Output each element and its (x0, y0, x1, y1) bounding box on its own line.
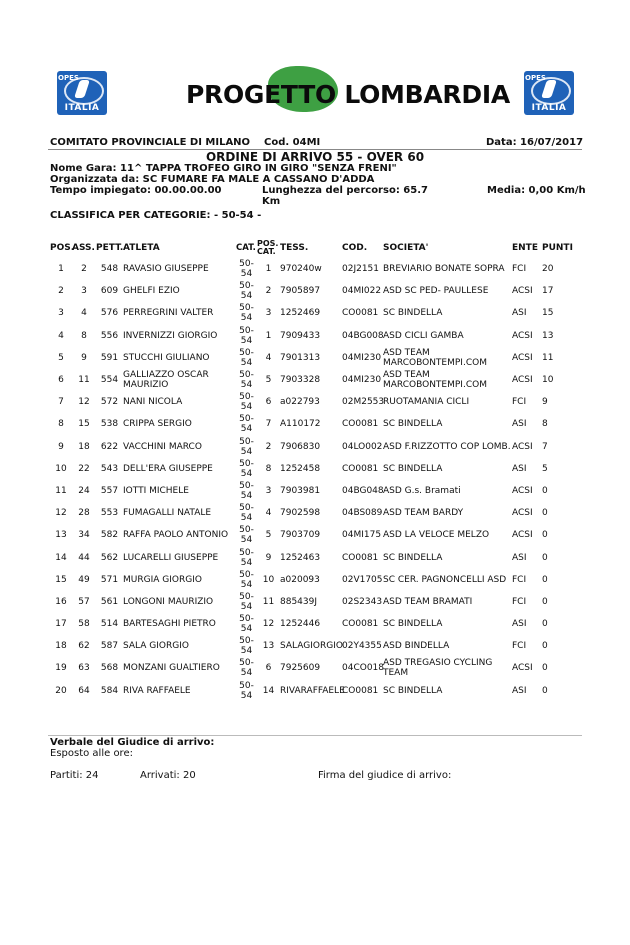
row-pos: 13 (55, 530, 67, 541)
row-athlete: DELL'ERA GIUSEPPE (123, 463, 213, 474)
row-pett: 622 (100, 441, 119, 452)
row-category: 50- 54 (239, 658, 254, 679)
col-pett: PETT. (96, 243, 124, 253)
row-club: SC BINDELLA (383, 419, 443, 430)
row-poscat: 13 (262, 641, 275, 652)
table-row (50, 635, 585, 657)
row-club-code: CO0081 (342, 308, 379, 319)
row-pett: 591 (100, 352, 119, 363)
row-pos: 8 (58, 419, 64, 430)
row-ass: 22 (78, 463, 90, 474)
row-body: FCI (512, 596, 527, 607)
row-category: 50- 54 (239, 347, 254, 368)
row-category: 50- 54 (239, 525, 254, 546)
row-points: 13 (542, 330, 554, 341)
row-club: BREVIARIO BONATE SOPRA (383, 264, 505, 275)
row-category: 50- 54 (239, 414, 254, 435)
results-table (50, 238, 585, 702)
row-poscat: 14 (262, 685, 275, 696)
row-pett: 538 (100, 419, 119, 430)
table-row (50, 657, 585, 679)
row-club-code: 04BS089 (342, 508, 383, 519)
row-club: ASD G.s. Bramati (383, 485, 461, 496)
row-pos: 5 (58, 352, 64, 363)
row-athlete: MURGIA GIORGIO (123, 574, 202, 585)
logo-vertical-text: OPES (58, 74, 79, 82)
row-club-code: 02J2151 (342, 264, 380, 275)
table-row (50, 258, 585, 280)
table-row (50, 302, 585, 324)
row-poscat: 7 (265, 419, 272, 430)
col-atleta: ATLETA (123, 243, 160, 253)
row-club-code: CO0081 (342, 552, 379, 563)
row-poscat: 12 (262, 619, 275, 630)
row-club-code: 02V1705 (342, 574, 383, 585)
row-club: SC CER. PAGNONCELLI ASD (383, 574, 507, 585)
row-poscat: 8 (265, 463, 272, 474)
row-points: 0 (542, 619, 548, 630)
table-row (50, 480, 585, 502)
row-body: ASI (512, 463, 527, 474)
row-ass: 63 (78, 663, 90, 674)
row-ass: 12 (78, 397, 90, 408)
finished-count: Arrivati: 20 (140, 770, 196, 781)
row-body: ASI (512, 619, 527, 630)
row-pos: 18 (55, 641, 67, 652)
row-body: FCI (512, 264, 527, 275)
col-cod: COD. (342, 243, 368, 253)
row-body: ASI (512, 685, 527, 696)
row-club: ASD TEAM MARCOBONTEMPI.COM (383, 347, 487, 368)
row-ass: 18 (78, 441, 90, 452)
row-poscat: 6 (265, 397, 272, 408)
row-pos: 16 (55, 596, 67, 607)
row-body: ASI (512, 419, 527, 430)
row-pett: 582 (100, 530, 119, 541)
row-club: ASD SC PED- PAULLESE (383, 286, 489, 297)
row-poscat: 4 (265, 352, 272, 363)
row-pos: 17 (55, 619, 67, 630)
row-ass: 15 (78, 419, 90, 430)
table-row (50, 413, 585, 435)
row-athlete: NANI NICOLA (123, 397, 183, 408)
row-athlete: MONZANI GUALTIERO (123, 663, 220, 674)
row-club-code: 02M2553 (342, 397, 385, 408)
row-license: a020093 (280, 574, 320, 585)
row-poscat: 11 (262, 596, 275, 607)
brand-banner (180, 62, 510, 117)
report-title: ORDINE DI ARRIVO 55 - OVER 60 (205, 150, 425, 164)
opes-italia-logo-left (57, 71, 107, 115)
row-ass: 2 (81, 264, 87, 275)
row-club: ASD TEAM MARCOBONTEMPI.COM (383, 370, 487, 391)
row-category: 50- 54 (239, 325, 254, 346)
row-license: 7903981 (280, 485, 321, 496)
row-pett: 568 (100, 663, 119, 674)
row-ass: 28 (78, 508, 90, 519)
row-category: 50- 54 (239, 303, 254, 324)
row-pett: 514 (100, 619, 119, 630)
row-club-code: CO0081 (342, 463, 379, 474)
row-club: ASD LA VELOCE MELZO (383, 530, 490, 541)
table-row (50, 591, 585, 613)
row-pett: 553 (100, 508, 119, 519)
row-points: 11 (542, 352, 554, 363)
row-category: 50- 54 (239, 259, 254, 280)
logo-text: ITALIA (64, 103, 100, 113)
row-club: ASD F.RIZZOTTO COP LOMB. (383, 441, 511, 452)
row-pett: 572 (100, 397, 119, 408)
row-athlete: GALLIAZZO OSCAR MAURIZIO (123, 370, 209, 391)
row-ass: 8 (81, 330, 87, 341)
row-pos: 2 (58, 286, 64, 297)
race-organizer: Organizzata da: SC FUMARE FA MALE A CASSANO D'ADDA (50, 174, 375, 185)
row-pos: 6 (58, 375, 64, 386)
brand-title: PROGETTO LOMBARDIA (186, 80, 510, 109)
row-body: ACSI (512, 286, 533, 297)
course-length-unit: Km (262, 196, 281, 207)
row-athlete: RAVASIO GIUSEPPE (123, 264, 209, 275)
row-license: 1252469 (280, 308, 321, 319)
row-body: ACSI (512, 530, 533, 541)
row-athlete: SALA GIORGIO (123, 641, 189, 652)
row-pos: 9 (58, 441, 64, 452)
row-poscat: 2 (265, 286, 272, 297)
row-category: 50- 54 (239, 503, 254, 524)
committee-code: Cod. 04MI (264, 137, 321, 148)
row-poscat: 4 (265, 508, 272, 519)
row-athlete: FUMAGALLI NATALE (123, 508, 212, 519)
row-poscat: 1 (265, 264, 272, 275)
row-poscat: 10 (262, 574, 275, 585)
row-license: 7902598 (280, 508, 321, 519)
table-row (50, 524, 585, 546)
row-poscat: 6 (265, 663, 272, 674)
table-row (50, 325, 585, 347)
logo-vertical-text: OPES (525, 74, 546, 82)
row-pett: 554 (100, 375, 119, 386)
row-poscat: 3 (265, 308, 272, 319)
row-athlete: RAFFA PAOLO ANTONIO (123, 530, 229, 541)
row-body: FCI (512, 397, 527, 408)
row-pett: 543 (100, 463, 119, 474)
col-tess: TESS. (280, 243, 309, 253)
row-ass: 49 (78, 574, 90, 585)
row-points: 0 (542, 574, 548, 585)
row-pos: 11 (55, 485, 67, 496)
row-points: 0 (542, 552, 548, 563)
row-points: 0 (542, 530, 548, 541)
row-license: 7909433 (280, 330, 321, 341)
row-points: 0 (542, 685, 548, 696)
row-body: ACSI (512, 441, 533, 452)
row-ass: 24 (78, 485, 90, 496)
row-pett: 584 (100, 685, 119, 696)
row-poscat: 5 (265, 530, 272, 541)
table-row (50, 546, 585, 568)
logo-text: ITALIA (531, 103, 567, 113)
committee-name: COMITATO PROVINCIALE DI MILANO (50, 137, 251, 148)
row-points: 8 (542, 419, 548, 430)
row-club: ASD BINDELLA (383, 641, 450, 652)
row-poscat: 5 (265, 375, 272, 386)
row-license: 7903709 (280, 530, 321, 541)
row-poscat: 2 (265, 441, 272, 452)
row-club-code: CO0081 (342, 419, 379, 430)
row-pos: 12 (55, 508, 67, 519)
row-category: 50- 54 (239, 614, 254, 635)
row-club: SC BINDELLA (383, 619, 443, 630)
row-license: a022793 (280, 397, 320, 408)
row-ass: 44 (78, 552, 90, 563)
row-club: RUOTAMANIA CICLI (383, 397, 470, 408)
row-athlete: VACCHINI MARCO (123, 441, 202, 452)
row-ass: 11 (78, 375, 90, 386)
row-pett: 561 (100, 596, 119, 607)
row-ass: 57 (78, 596, 90, 607)
row-category: 50- 54 (239, 636, 254, 657)
row-pett: 562 (100, 552, 119, 563)
table-row (50, 391, 585, 413)
table-row (50, 680, 585, 702)
row-pos: 7 (58, 397, 64, 408)
row-points: 9 (542, 397, 548, 408)
report-date: Data: 16/07/2017 (486, 137, 584, 148)
row-pos: 15 (55, 574, 67, 585)
row-pos: 19 (55, 663, 67, 674)
row-points: 0 (542, 663, 548, 674)
table-row (50, 569, 585, 591)
row-ass: 4 (81, 308, 87, 319)
row-club-code: CO0081 (342, 685, 379, 696)
row-category: 50- 54 (239, 370, 254, 391)
row-points: 0 (542, 485, 548, 496)
row-club-code: 02S2343 (342, 596, 383, 607)
row-athlete: GHELFI EZIO (123, 286, 180, 297)
row-pett: 557 (100, 485, 119, 496)
row-points: 17 (542, 286, 554, 297)
row-athlete: CRIPPA SERGIO (123, 419, 192, 430)
row-body: ACSI (512, 375, 533, 386)
row-points: 10 (542, 375, 554, 386)
average-speed: Media: 0,00 Km/h (487, 185, 586, 196)
table-row (50, 458, 585, 480)
row-points: 0 (542, 596, 548, 607)
row-poscat: 9 (265, 552, 272, 563)
row-body: ACSI (512, 330, 533, 341)
row-points: 7 (542, 441, 548, 452)
row-pett: 609 (100, 286, 119, 297)
row-club-code: 04MI022 (342, 286, 382, 297)
table-row (50, 347, 585, 369)
row-pos: 4 (58, 330, 64, 341)
row-license: 7905897 (280, 286, 321, 297)
row-category: 50- 54 (239, 436, 254, 457)
row-category: 50- 54 (239, 591, 254, 612)
row-points: 0 (542, 508, 548, 519)
row-club: ASD TEAM BRAMATI (383, 596, 473, 607)
table-row (50, 502, 585, 524)
row-license: 7903328 (280, 375, 321, 386)
table-header-row (50, 238, 585, 258)
row-category: 50- 54 (239, 480, 254, 501)
row-category: 50- 54 (239, 392, 254, 413)
row-body: ACSI (512, 508, 533, 519)
row-ass: 34 (78, 530, 90, 541)
row-license: A110172 (280, 419, 321, 430)
row-club-code: 04BG048 (342, 485, 384, 496)
opes-italia-logo-right (524, 71, 574, 115)
row-pett: 548 (100, 264, 119, 275)
row-license: 7925609 (280, 663, 321, 674)
row-club-code: CO0081 (342, 619, 379, 630)
col-cat: CAT. (236, 243, 256, 253)
row-points: 20 (542, 264, 554, 275)
row-club-code: 04CO018 (342, 663, 384, 674)
row-license: 1252458 (280, 463, 321, 474)
row-ass: 3 (81, 286, 87, 297)
col-punti: PUNTI (542, 243, 573, 253)
table-row (50, 613, 585, 635)
row-club-code: 04MI230 (342, 375, 382, 386)
row-license: SALAGIORGIO (280, 641, 343, 652)
row-points: 15 (542, 308, 554, 319)
row-club: ASD TEAM BARDY (383, 508, 464, 519)
row-category: 50- 54 (239, 547, 254, 568)
row-athlete: LUCARELLI GIUSEPPE (123, 552, 219, 563)
row-ass: 58 (78, 619, 90, 630)
row-poscat: 1 (265, 330, 272, 341)
category-label: CLASSIFICA PER CATEGORIE: - 50-54 - (50, 210, 262, 221)
judge-report-label: Verbale del Giudice di arrivo: (50, 737, 215, 748)
row-pett: 556 (100, 330, 119, 341)
row-category: 50- 54 (239, 569, 254, 590)
col-poscat: POS. CAT. (257, 239, 279, 256)
row-license: 970240w (280, 264, 322, 275)
started-count: Partiti: 24 (50, 770, 99, 781)
row-license: 1252446 (280, 619, 321, 630)
row-pett: 587 (100, 641, 119, 652)
row-body: ACSI (512, 485, 533, 496)
row-pos: 20 (55, 685, 67, 696)
table-row (50, 436, 585, 458)
row-athlete: LONGONI MAURIZIO (123, 596, 214, 607)
row-club-code: 02Y4355 (342, 641, 382, 652)
col-ass: ASS. (72, 243, 95, 253)
row-athlete: IOTTI MICHELE (123, 485, 189, 496)
row-athlete: RIVA RAFFAELE (123, 685, 191, 696)
table-row (50, 280, 585, 302)
row-athlete: PERREGRINI VALTER (123, 308, 214, 319)
row-athlete: BARTESAGHI PIETRO (123, 619, 216, 630)
row-athlete: STUCCHI GIULIANO (123, 352, 210, 363)
row-ass: 64 (78, 685, 90, 696)
row-club: SC BINDELLA (383, 463, 443, 474)
row-license: 1252463 (280, 552, 321, 563)
row-pos: 14 (55, 552, 67, 563)
row-pos: 3 (58, 308, 64, 319)
row-pett: 576 (100, 308, 119, 319)
row-points: 0 (542, 641, 548, 652)
course-length: Lunghezza del percorso: 65.7 (262, 185, 428, 196)
row-license: RIVARAFFAELE (280, 685, 345, 696)
row-pos: 1 (58, 264, 64, 275)
row-ass: 9 (81, 352, 87, 363)
posted-time-label: Esposto alle ore: (50, 748, 133, 759)
row-club-code: 04BG008 (342, 330, 384, 341)
row-club-code: 04MI175 (342, 530, 382, 541)
col-societa: SOCIETA' (383, 243, 429, 253)
row-body: FCI (512, 574, 527, 585)
row-category: 50- 54 (239, 281, 254, 302)
row-body: ACSI (512, 663, 533, 674)
table-row (50, 369, 585, 391)
row-club: ASD CICLI GAMBA (383, 330, 464, 341)
row-ass: 62 (78, 641, 90, 652)
row-club: SC BINDELLA (383, 308, 443, 319)
row-club: SC BINDELLA (383, 552, 443, 563)
row-pett: 571 (100, 574, 119, 585)
row-club: SC BINDELLA (383, 685, 443, 696)
row-body: ACSI (512, 352, 533, 363)
row-body: ASI (512, 308, 527, 319)
row-club-code: 04MI230 (342, 352, 382, 363)
race-name: Nome Gara: 11^ TAPPA TROFEO GIRO IN GIRO "SENZA FRENI" (50, 163, 397, 174)
row-body: ASI (512, 552, 527, 563)
row-pos: 10 (55, 463, 67, 474)
col-ente: ENTE (512, 243, 538, 253)
row-club-code: 04LO002 (342, 441, 383, 452)
col-pos: POS. (50, 243, 75, 253)
row-license: 7901313 (280, 352, 321, 363)
judge-signature-label: Firma del giudice di arrivo: (318, 770, 452, 781)
time-taken: Tempo impiegato: 00.00.00.00 (50, 185, 222, 196)
row-license: 7906830 (280, 441, 321, 452)
row-points: 5 (542, 463, 548, 474)
row-license: 885439J (280, 596, 318, 607)
row-category: 50- 54 (239, 680, 254, 701)
row-club: ASD TREGASIO CYCLING TEAM (383, 658, 493, 679)
row-athlete: INVERNIZZI GIORGIO (123, 330, 218, 341)
row-body: FCI (512, 641, 527, 652)
footer-divider (48, 735, 582, 736)
row-category: 50- 54 (239, 458, 254, 479)
row-poscat: 3 (265, 485, 272, 496)
